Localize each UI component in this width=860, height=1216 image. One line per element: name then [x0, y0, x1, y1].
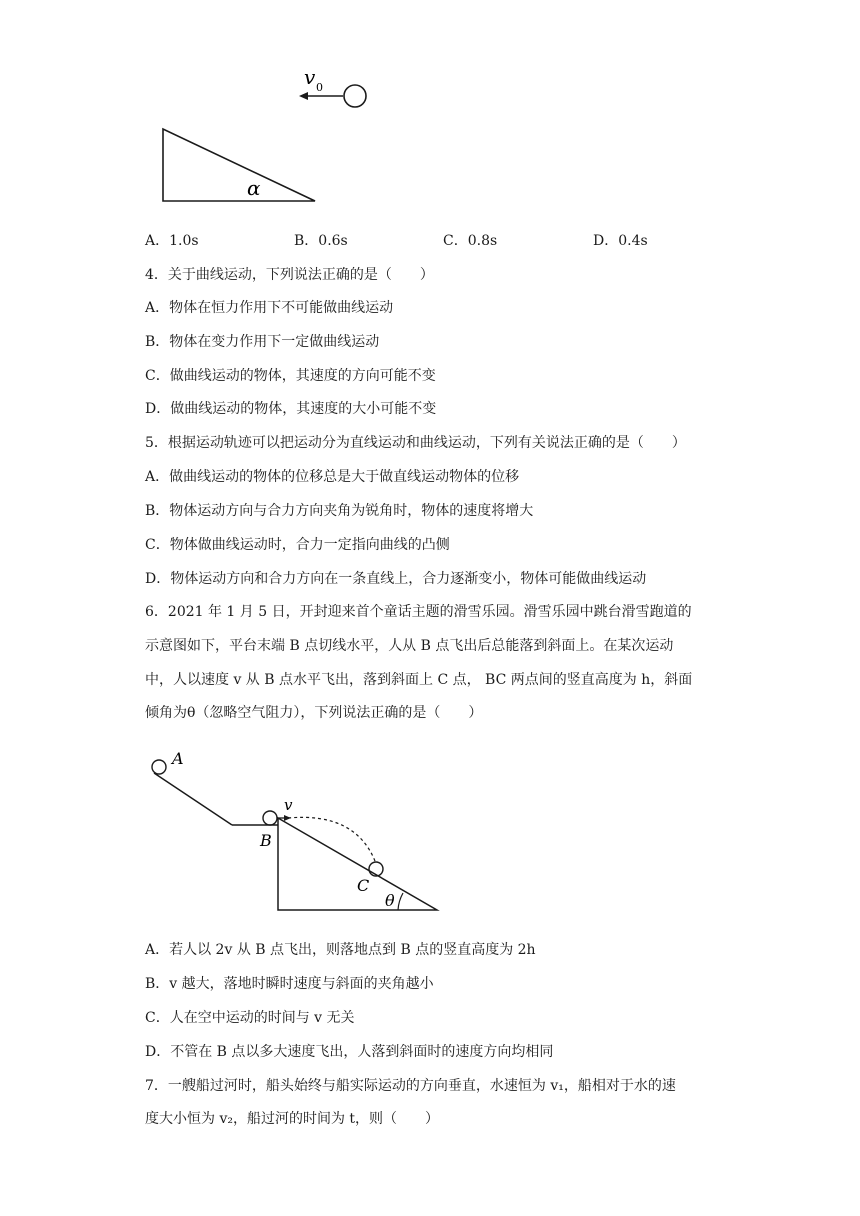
ball	[344, 85, 366, 107]
q5-option-c: C．物体做曲线运动时，合力一定指向曲线的凸侧	[145, 537, 450, 553]
label-c: C	[357, 876, 370, 895]
q6-option-b: B．v 越大，落地时瞬时速度与斜面的夹角越小	[145, 976, 434, 992]
ball-b	[263, 811, 277, 825]
label-theta: θ	[385, 891, 395, 910]
landing-slope-triangle	[278, 818, 437, 910]
q5-option-b: B．物体运动方向与合力方向夹角为锐角时，物体的速度将增大	[145, 503, 534, 519]
q5-option-d: D．物体运动方向和合力方向在一条直线上，合力逐渐变小，物体可能做曲线运动	[145, 571, 647, 587]
incline-triangle	[163, 129, 315, 201]
q6-stem-line-3: 中，人以速度 v 从 B 点水平飞出，落到斜面上 C 点， BC 两点间的竖直高度为 h，斜面	[145, 672, 693, 688]
trajectory-dashed	[288, 817, 375, 861]
ramp-slope	[154, 773, 232, 825]
q5-option-a: A．做曲线运动的物体的位移总是大于做直线运动物体的位移	[145, 469, 520, 485]
q3-option-a: A．1.0s	[145, 233, 199, 249]
alpha-label: α	[247, 176, 261, 200]
theta-arc	[398, 893, 403, 910]
q4-option-d: D．做曲线运动的物体，其速度的大小可能不变	[145, 401, 437, 417]
q7-stem-line-2: 度大小恒为 v₂，船过河的时间为 t，则（ ）	[145, 1111, 440, 1127]
q6-option-c: C．人在空中运动的时间与 v 无关	[145, 1010, 355, 1026]
q5-stem: 5．根据运动轨迹可以把运动分为直线运动和曲线运动，下列有关说法正确的是（ ）	[145, 435, 686, 451]
q7-stem-line-1: 7．一艘船过河时，船头始终与船实际运动的方向垂直，水速恒为 v₁，船相对于水的速	[145, 1078, 676, 1094]
q3-option-d: D．0.4s	[593, 233, 648, 249]
q6-option-d: D．不管在 B 点以多大速度飞出，人落到斜面时的速度方向均相同	[145, 1044, 554, 1060]
v0-label: v	[304, 65, 316, 89]
ball-a	[152, 760, 166, 774]
q3-option-c: C．0.8s	[443, 233, 498, 249]
label-v: v	[284, 796, 293, 814]
label-b: B	[260, 831, 272, 850]
q3-option-b: B．0.6s	[294, 233, 348, 249]
q4-stem: 4．关于曲线运动，下列说法正确的是（ ）	[145, 267, 434, 283]
q6-stem-line-4: 倾角为θ（忽略空气阻力），下列说法正确的是（ ）	[145, 705, 483, 721]
q4-option-c: C．做曲线运动的物体，其速度的方向可能不变	[145, 368, 436, 384]
q6-stem-line-2: 示意图如下，平台末端 B 点切线水平，人从 B 点飞出后总能落到斜面上。在某次运动	[145, 638, 674, 654]
q6-stem-line-1: 6．2021 年 1 月 5 日，开封迎来首个童话主题的滑雪乐园。滑雪乐园中跳台滑雪跑道的	[145, 604, 692, 620]
v0-subscript: 0	[316, 81, 323, 94]
q6-option-a: A．若人以 2v 从 B 点飞出，则落地点到 B 点的竖直高度为 2h	[145, 942, 536, 958]
q4-option-a: A．物体在恒力作用下不可能做曲线运动	[145, 300, 394, 316]
q4-option-b: B．物体在变力作用下一定做曲线运动	[145, 334, 380, 350]
arrow-head-icon	[299, 92, 308, 100]
label-a: A	[172, 749, 184, 768]
